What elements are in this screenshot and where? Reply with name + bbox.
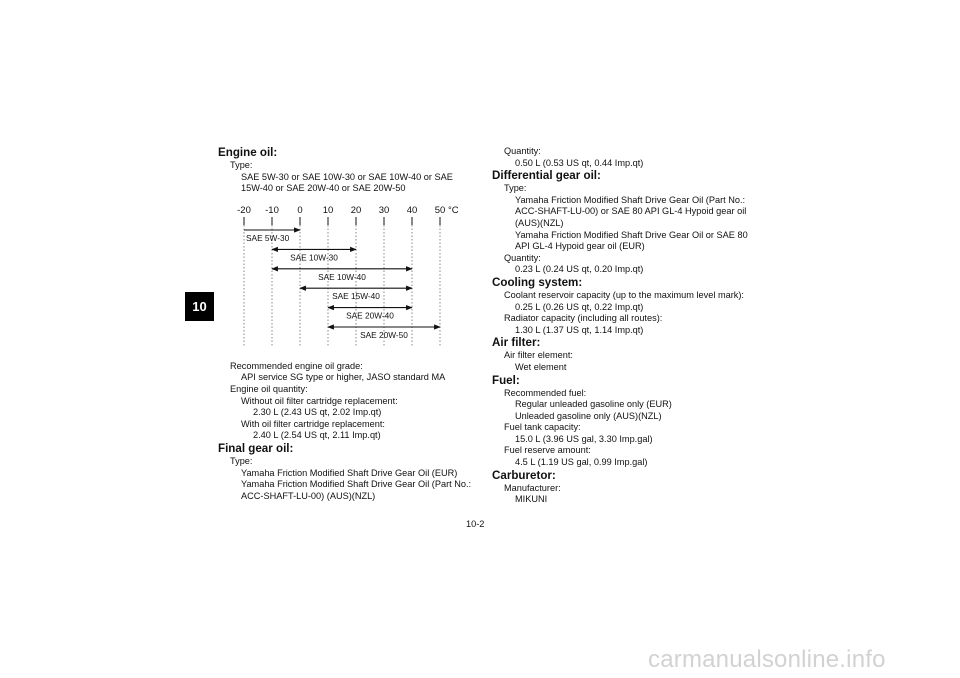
differential-quantity-label: Quantity: — [504, 252, 541, 263]
chart-range-label: SAE 5W-30 — [246, 232, 290, 243]
final-gear-oil-heading: Final gear oil: — [218, 441, 294, 455]
reservoir-label: Coolant reservoir capacity (up to the maximum level mark): — [504, 289, 744, 300]
chart-tick-label: 10 — [322, 204, 334, 216]
differential-type-label: Type: — [504, 183, 527, 194]
differential-type-text: ACC-SHAFT-LU-00) or SAE 80 API GL-4 Hypoid gear oil — [515, 206, 747, 217]
recommended-fuel-value: Unleaded gasoline only (AUS)(NZL) — [515, 410, 662, 421]
differential-gear-oil-heading: Differential gear oil: — [492, 169, 601, 183]
watermark: carmanualsonline.info — [648, 646, 886, 673]
chart-range-label: SAE 20W-40 — [346, 310, 394, 321]
differential-type-text: Yamaha Friction Modified Shaft Drive Gear Oil or SAE 80 — [515, 229, 748, 240]
recommended-fuel-label: Recommended fuel: — [504, 387, 587, 398]
chart-tick-label: -20 — [237, 204, 251, 216]
oil-viscosity-chart — [218, 201, 478, 351]
final-gear-type-text: Yamaha Friction Modified Shaft Drive Gear Oil (EUR) — [241, 467, 458, 478]
air-filter-element-label: Air filter element: — [504, 350, 573, 361]
final-gear-quantity-value: 0.50 L (0.53 US qt, 0.44 Imp.qt) — [515, 157, 644, 168]
fuel-heading: Fuel: — [492, 373, 520, 387]
manufacturer-label: Manufacturer: — [504, 482, 561, 493]
right-column — [492, 146, 752, 506]
radiator-label: Radiator capacity (including all routes): — [504, 313, 663, 324]
air-filter-element-value: Wet element — [515, 361, 567, 372]
engine-oil-heading: Engine oil: — [218, 146, 278, 159]
page-number: 10-2 — [466, 519, 485, 529]
chart-tick-label: 40 — [406, 204, 418, 216]
chart-unit-label: °C — [448, 204, 459, 216]
fuel-reserve-label: Fuel reserve amount: — [504, 445, 591, 456]
reservoir-value: 0.25 L (0.26 US qt, 0.22 Imp.qt) — [515, 301, 644, 312]
chart-tick-label: 50 — [434, 204, 446, 216]
chart-range-label: SAE 20W-50 — [360, 329, 408, 340]
differential-type-text: API GL-4 Hypoid gear oil (EUR) — [515, 241, 645, 252]
final-gear-type-label: Type: — [230, 455, 253, 466]
fuel-reserve-value: 4.5 L (1.19 US gal, 0.99 Imp.gal) — [515, 457, 648, 468]
chart-tick-label: 20 — [350, 204, 362, 216]
chart-ranges — [244, 230, 440, 340]
engine-oil-type-label: Type: — [230, 160, 253, 170]
chart-tick-label: 0 — [297, 204, 303, 216]
engine-oil-type-text: SAE 5W-30 or SAE 10W-30 or SAE 10W-40 or SAE — [241, 171, 453, 182]
carburetor-heading: Carburetor: — [492, 468, 556, 482]
left-column — [218, 146, 478, 502]
differential-type-text: (AUS)(NZL) — [515, 217, 564, 228]
chart-range-label: SAE 10W-40 — [318, 271, 366, 282]
differential-quantity-value: 0.23 L (0.24 US qt, 0.20 Imp.qt) — [515, 264, 644, 275]
air-filter-heading: Air filter: — [492, 336, 541, 350]
chart-range-label: SAE 10W-30 — [290, 252, 338, 263]
manufacturer-value: MIKUNI — [515, 494, 548, 505]
chart-tick-labels — [237, 205, 459, 225]
radiator-value: 1.30 L (1.37 US qt, 1.14 Imp.qt) — [515, 324, 644, 335]
chapter-tab — [185, 292, 214, 321]
engine-oil-type-text: 15W-40 or SAE 20W-40 or SAE 20W-50 — [241, 183, 406, 194]
with-filter-value: 2.40 L (2.54 US qt, 2.11 Imp.qt) — [253, 430, 381, 441]
with-filter-label: With oil filter cartridge replacement: — [241, 418, 385, 429]
differential-type-text: Yamaha Friction Modified Shaft Drive Gear Oil (Part No.: — [515, 194, 746, 205]
without-filter-label: Without oil filter cartridge replacement: — [241, 395, 398, 406]
fuel-tank-value: 15.0 L (3.96 US gal, 3.30 Imp.gal) — [515, 433, 653, 444]
cooling-system-heading: Cooling system: — [492, 275, 583, 289]
chart-tick-label: 30 — [378, 204, 390, 216]
without-filter-value: 2.30 L (2.43 US qt, 2.02 Imp.qt) — [253, 407, 382, 418]
oil-quantity-label: Engine oil quantity: — [230, 383, 308, 394]
chart-gridlines — [244, 225, 440, 346]
final-gear-type-text: Yamaha Friction Modified Shaft Drive Gear Oil (Part No.: — [241, 479, 472, 490]
recommended-fuel-value: Regular unleaded gasoline only (EUR) — [515, 399, 672, 410]
chapter-tab-label: 10 — [192, 299, 207, 314]
chart-tick-label: -10 — [265, 204, 279, 216]
chart-range-label: SAE 15W-40 — [332, 290, 380, 301]
fuel-tank-label: Fuel tank capacity: — [504, 422, 581, 433]
oil-grade-text: API service SG type or higher, JASO standard MA — [241, 372, 446, 383]
final-gear-quantity-label: Quantity: — [504, 146, 541, 156]
final-gear-type-text: ACC-SHAFT-LU-00) (AUS)(NZL) — [241, 490, 376, 501]
oil-grade-label: Recommended engine oil grade: — [230, 360, 363, 371]
